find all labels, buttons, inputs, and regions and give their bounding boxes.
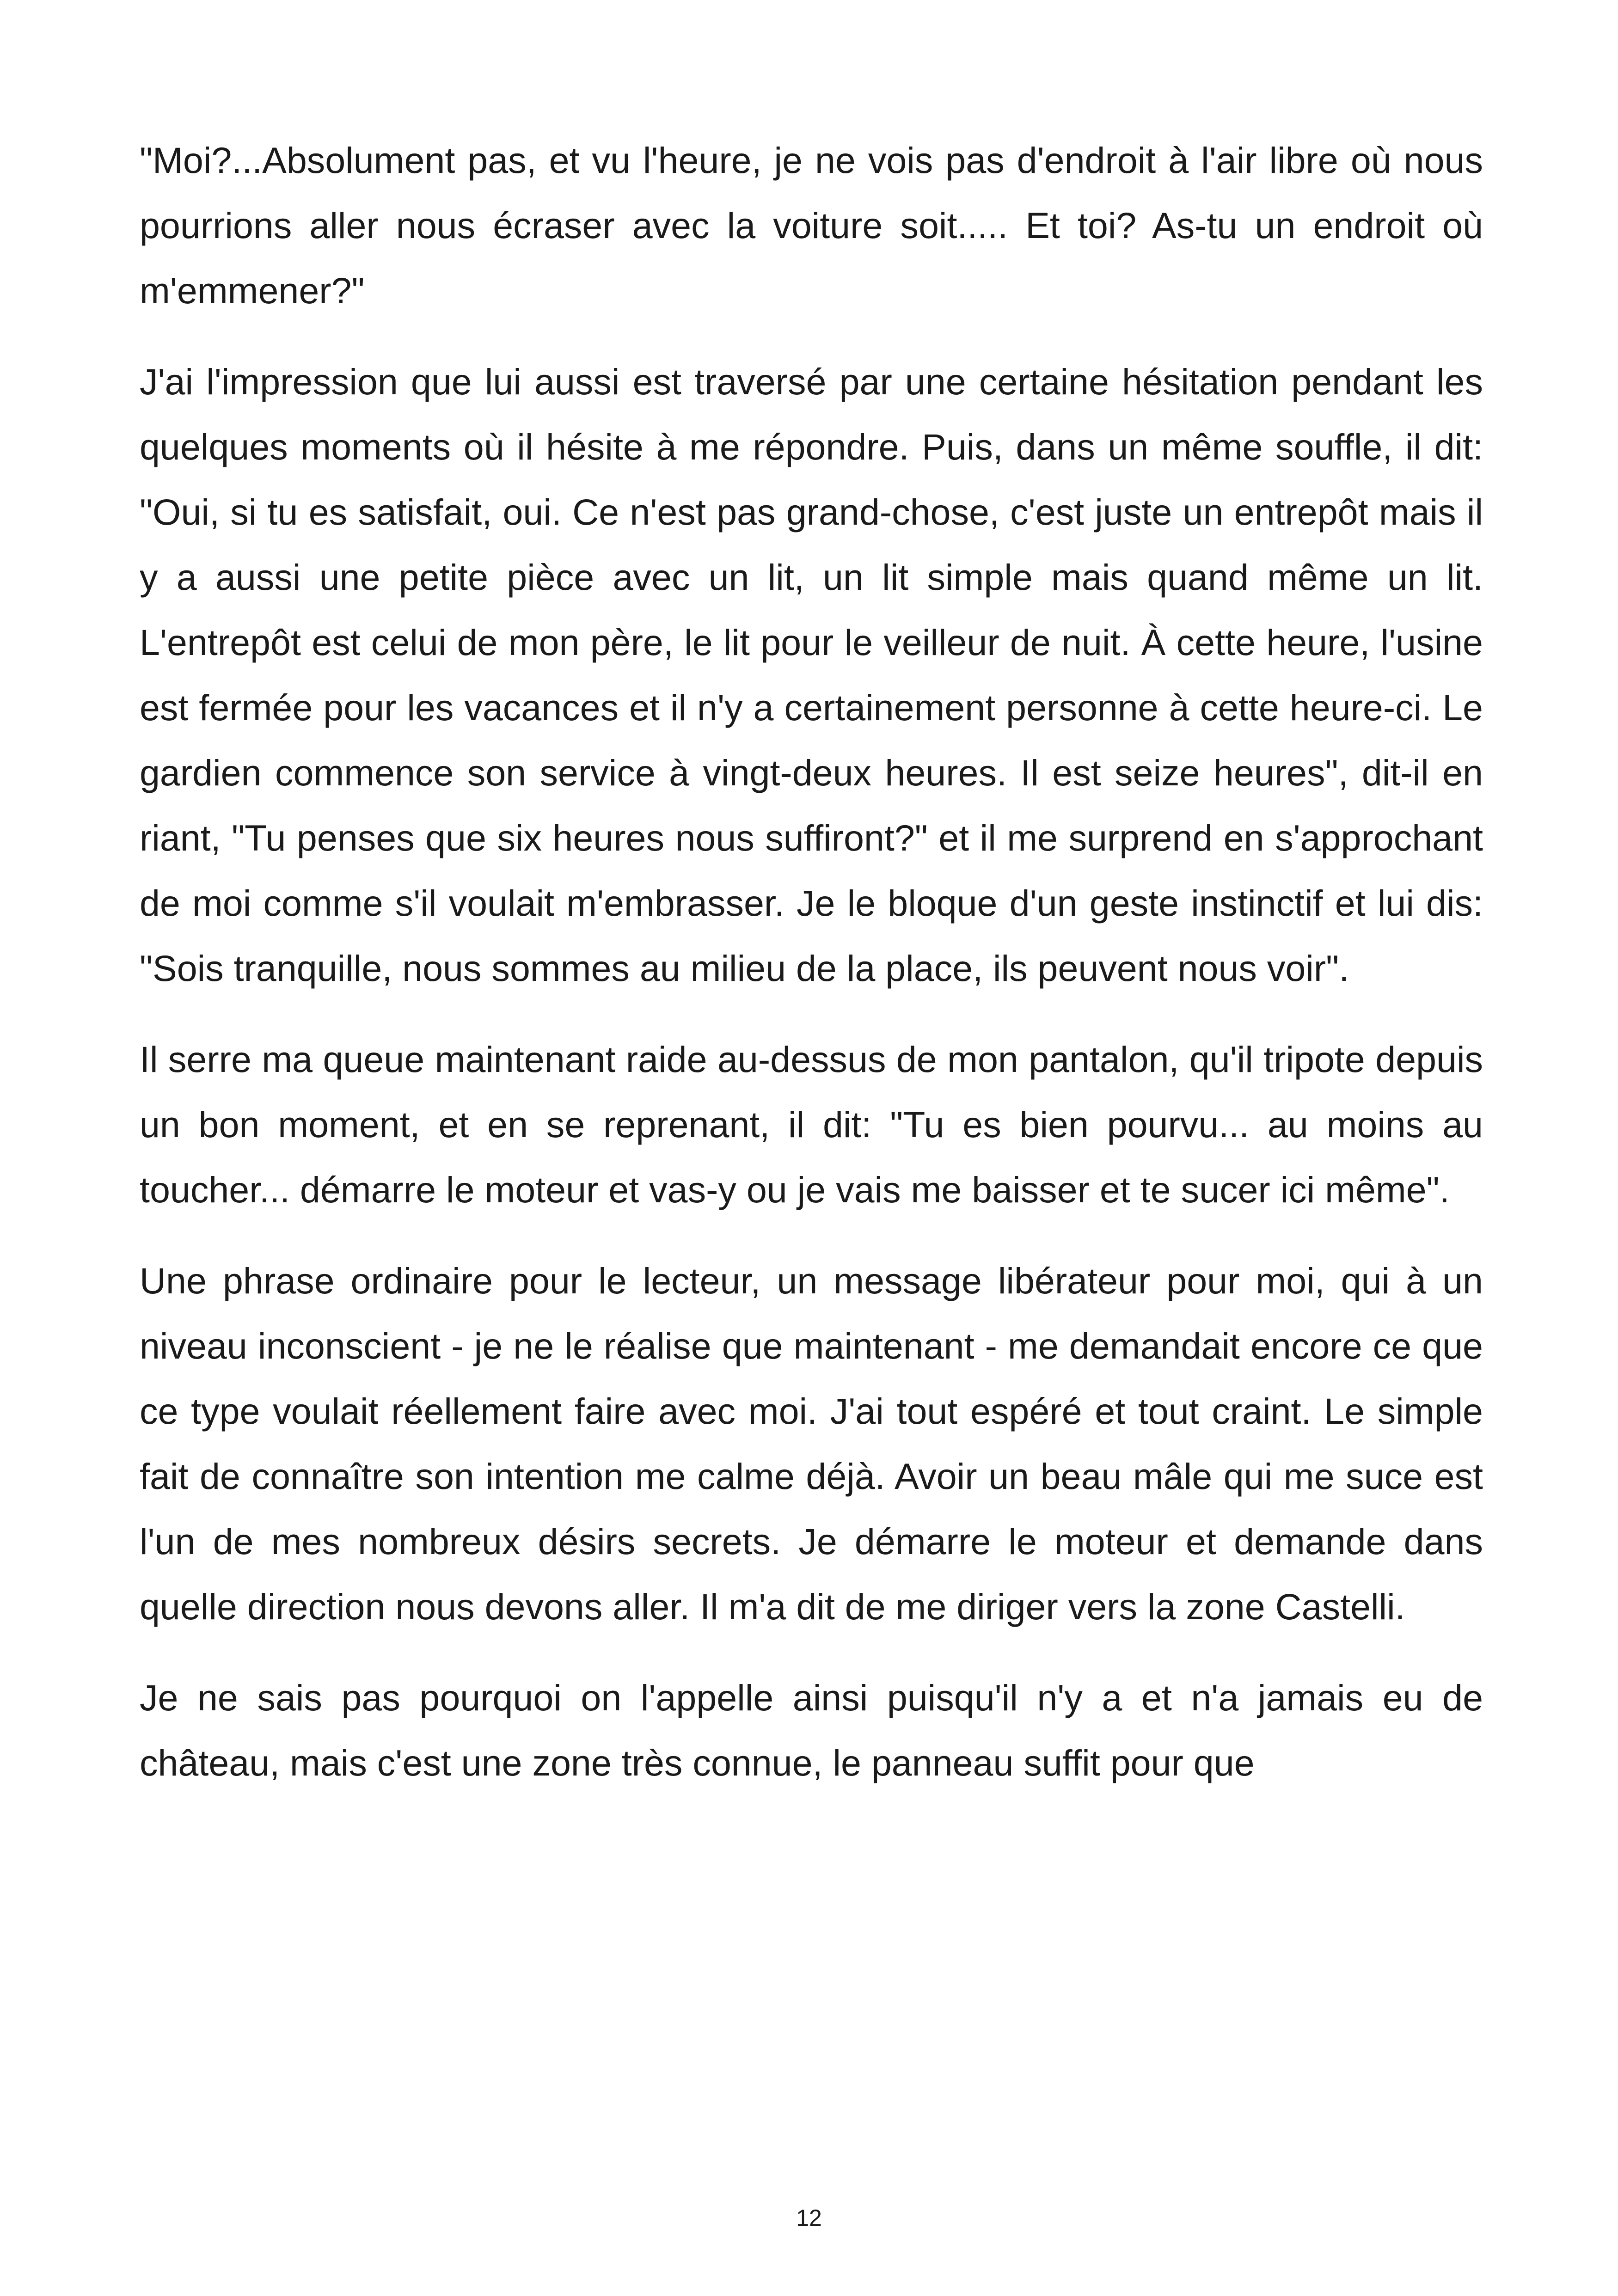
paragraph-1: "Moi?...Absolument pas, et vu l'heure, je ne vois pas d'endroit à l'air libre où nous pourrions aller nous écraser avec la voiture soit..... Et toi? As-tu un endroit où m'emmener?"	[140, 140, 1483, 311]
paragraph-3: Il serre ma queue maintenant raide au-dessus de mon pantalon, qu'il tripote depuis un bon moment, et en se reprenant, il dit: "Tu es bien pourvu... au moins au toucher... démarre le moteur et vas-y ou je vais me baisser et te sucer ici même".	[140, 1039, 1483, 1210]
paragraph-2: J'ai l'impression que lui aussi est traversé par une certaine hésitation pendant les quelques moments où il hésite à me répondre. Puis, dans un même souffle, il dit: "Oui, si tu es satisfait, oui. Ce n'est pas grand-chose, c'est juste un entrepôt mais il y a aussi une petite pièce avec un lit, un lit simple mais quand même un lit. L'entrepôt est celui de mon père, le lit pour le veilleur de nuit. À cette heure, l'usine est fermée pour les vacances et il n'y a certainement personne à cette heure-ci. Le gardien commence son service à vingt-deux heures. Il est seize heures", dit-il en riant, "Tu penses que six heures nous suffiront?" et il me surprend en s'approchant de moi comme s'il voulait m'embrasser. Je le bloque d'un geste instinctif et lui dis: "Sois tranquille, nous sommes au milieu de la place, ils peuvent nous voir".	[140, 361, 1483, 989]
paragraph-4: Une phrase ordinaire pour le lecteur, un message libérateur pour moi, qui à un niveau inconscient - je ne le réalise que maintenant - me demandait encore ce que ce type voulait réellement faire avec moi. J'ai tout espéré et tout craint. Le simple fait de connaître son intention me calme déjà. Avoir un beau mâle qui me suce est l'un de mes nombreux désirs secrets. Je démarre le moteur et demande dans quelle direction nous devons aller. Il m'a dit de me diriger vers la zone Castelli.	[140, 1260, 1483, 1627]
page-number: 12	[796, 2205, 822, 2231]
paragraph-5: Je ne sais pas pourquoi on l'appelle ainsi puisqu'il n'y a et n'a jamais eu de château, mais c'est une zone très connue, le panneau suffit pour que	[140, 1677, 1483, 1783]
body-text	[140, 128, 1483, 1821]
